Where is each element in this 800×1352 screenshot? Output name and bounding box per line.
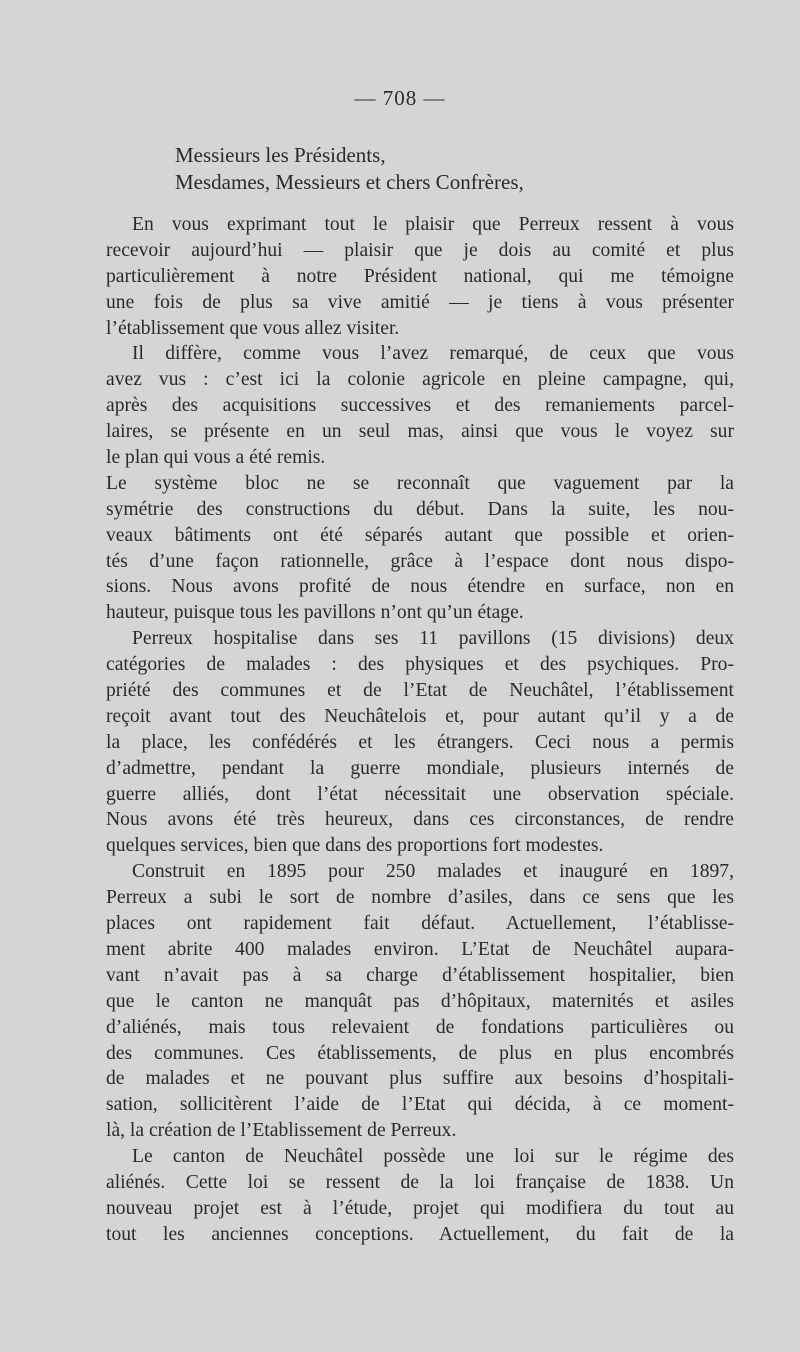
text-line: places ont rapidement fait défaut. Actuellement, l’établisse-	[106, 913, 734, 935]
text-line: aliénés. Cette loi se ressent de la loi française de 1838. Un	[106, 1171, 734, 1193]
text-line: sation, sollicitèrent l’aide de l’Etat qui décida, à ce moment-	[106, 1094, 734, 1116]
text-line: reçoit avant tout des Neuchâtelois et, pour autant qu’il y a de	[106, 705, 734, 727]
text-line: quelques services, bien que dans des proportions fort modestes.	[106, 835, 604, 857]
text-line: nouveau projet est à l’étude, projet qui modifiera du tout au	[106, 1197, 734, 1219]
text-line: catégories de malades : des physiques et des psychiques. Pro-	[106, 654, 734, 676]
text-line: avez vus : c’est ici la colonie agricole en pleine campagne, qui,	[106, 369, 734, 391]
text-line: symétrie des constructions du début. Dans la suite, les nou-	[106, 498, 734, 520]
text-line: priété des communes et de l’Etat de Neuchâtel, l’établissement	[106, 680, 734, 702]
text-line: là, la création de l’Etablissement de Perreux.	[106, 1120, 457, 1142]
text-line: une fois de plus sa vive amitié — je tiens à vous présenter	[106, 291, 734, 313]
text-line: recevoir aujourd’hui — plaisir que je dois au comité et plus	[106, 239, 734, 261]
salutation-line: Mesdames, Messieurs et chers Confrères,	[175, 170, 524, 194]
text-line: que le canton ne manquât pas d’hôpitaux, maternités et asiles	[106, 990, 734, 1012]
text-line: Il diffère, comme vous l’avez remarqué, de ceux que vous	[132, 343, 734, 365]
text-line: l’établissement que vous allez visiter.	[106, 317, 400, 339]
text-line: Perreux a subi le sort de nombre d’asiles, dans ce sens que les	[106, 887, 734, 909]
text-line: vant n’avait pas à sa charge d’établissement hospitalier, bien	[106, 964, 734, 986]
salutation-line: Messieurs les Présidents,	[175, 143, 386, 167]
text-line: Le système bloc ne se reconnaît que vaguement par la	[106, 472, 734, 494]
text-line: de malades et ne pouvant plus suffire aux besoins d’hospitali-	[106, 1068, 734, 1090]
text-line: la place, les confédérés et les étrangers. Ceci nous a permis	[106, 731, 734, 753]
text-line: sions. Nous avons profité de nous étendre en surface, non en	[106, 576, 734, 598]
text-line: tout les anciennes conceptions. Actuellement, du fait de la	[106, 1223, 734, 1245]
salutation	[175, 142, 524, 196]
text-line: des communes. Ces établissements, de plus en plus encombrés	[106, 1042, 734, 1064]
text-line: particulièrement à notre Président national, qui me témoigne	[106, 265, 734, 287]
page-number: — 708 —	[354, 86, 446, 110]
text-line: veaux bâtiments ont été séparés autant que possible et orien-	[106, 524, 734, 546]
text-line: guerre alliés, dont l’état nécessitait une observation spéciale.	[106, 783, 734, 805]
text-line: tés d’une façon rationnelle, grâce à l’espace dont nous dispo-	[106, 550, 734, 572]
text-line: Le canton de Neuchâtel possède une loi sur le régime des	[132, 1146, 734, 1168]
text-line: ment abrite 400 malades environ. L’Etat de Neuchâtel aupara-	[106, 938, 734, 960]
text-line: le plan qui vous a été remis.	[106, 447, 326, 469]
text-line: laires, se présente en un seul mas, ainsi que vous le voyez sur	[106, 421, 734, 443]
text-line: En vous exprimant tout le plaisir que Perreux ressent à vous	[132, 214, 734, 235]
text-line: hauteur, puisque tous les pavillons n’ont qu’un étage.	[106, 602, 524, 624]
text-line: Perreux hospitalise dans ses 11 pavillons (15 divisions) deux	[132, 628, 734, 650]
text-line: après des acquisitions successives et des remaniements parcel-	[106, 395, 734, 417]
body-text	[106, 212, 734, 1248]
text-line: Construit en 1895 pour 250 malades et inauguré en 1897,	[132, 861, 734, 883]
text-line: d’aliénés, mais tous relevaient de fondations particulières ou	[106, 1016, 734, 1038]
text-line: Nous avons été très heureux, dans ces circonstances, de rendre	[106, 809, 734, 831]
text-line: d’admettre, pendant la guerre mondiale, plusieurs internés de	[106, 757, 734, 779]
